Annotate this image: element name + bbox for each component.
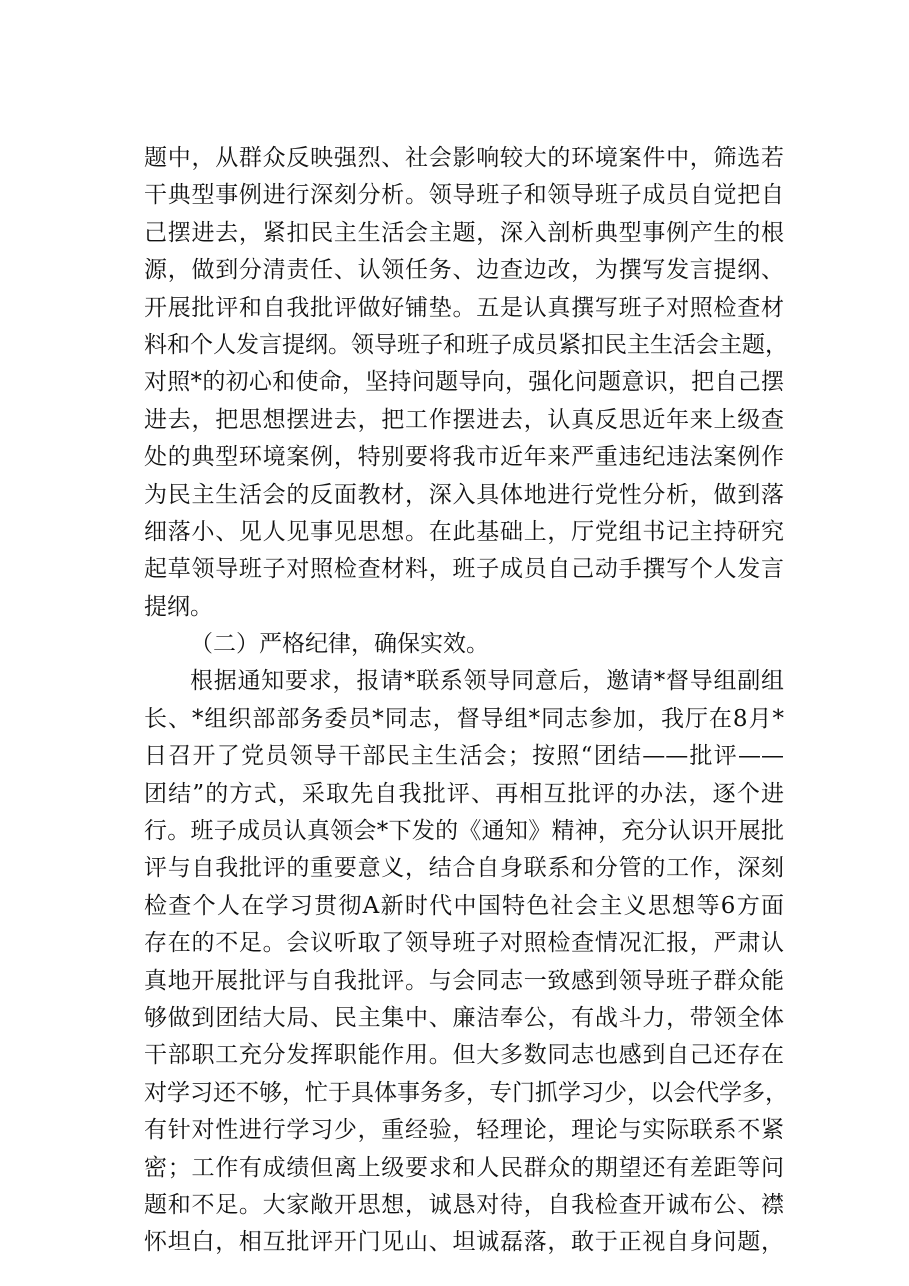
text-line: 题中，从群众反映强烈、社会影响较大的环境案件中，筛选若 xyxy=(144,145,784,171)
text-line: 对照*的初心和使命，坚持问题导向，强化问题意识，把自己摆 xyxy=(144,369,784,396)
text-line: 进去，把思想摆进去，把工作摆进去，认真反思近年来上级查 xyxy=(144,406,784,433)
text-line: 为民主生活会的反面教材，深入具体地进行党性分析，做到落 xyxy=(144,481,784,508)
text-line: 干典型事例进行深刻分析。领导班子和领导班子成员自觉把自 xyxy=(144,182,784,209)
text-line: 细落小、见人见事见思想。在此基础上，厅党组书记主持研究 xyxy=(144,518,784,545)
text-line: 密；工作有成绩但离上级要求和人民群众的期望还有差距等问 xyxy=(144,1154,784,1181)
text-line: 开展批评和自我批评做好铺垫。五是认真撰写班子对照检查材 xyxy=(144,294,784,321)
text-line: 评与自我批评的重要意义，结合自身联系和分管的工作，深刻 xyxy=(144,855,784,882)
text-line: 提纲。 xyxy=(144,593,213,620)
text-line: 己摆进去，紧扣民主生活会主题，深入剖析典型事例产生的根 xyxy=(144,219,784,246)
text-line: 起草领导班子对照检查材料，班子成员自己动手撰写个人发言 xyxy=(144,556,784,583)
text-line: 料和个人发言提纲。领导班子和班子成员紧扣民主生活会主题， xyxy=(144,331,788,358)
text-line: 检查个人在学习贯彻A新时代中国特色社会主义思想等6方面 xyxy=(144,892,784,919)
text-line: 日召开了党员领导干部民主生活会；按照“团结——批评—— xyxy=(144,743,784,770)
text-line: 处的典型环境案例，特别要将我市近年来严重违纪违法案例作 xyxy=(144,444,784,471)
text-line: 行。班子成员认真领会*下发的《通知》精神，充分认识开展批 xyxy=(144,818,784,845)
text-line: 长、*组织部部务委员*同志，督导组*同志参加，我厅在8月* xyxy=(144,705,784,732)
text-line: 根据通知要求，报请*联系领导同意后，邀请*督导组副组 xyxy=(190,668,784,695)
text-line: 存在的不足。会议听取了领导班子对照检查情况汇报，严肃认 xyxy=(144,930,784,957)
document-body-text xyxy=(144,140,788,1262)
text-line: 怀坦白，相互批评开门见山、坦诚磊落，敢于正视自身问题， xyxy=(144,1229,784,1256)
text-line: 团结”的方式，采取先自我批评、再相互批评的办法，逐个进 xyxy=(144,780,784,807)
text-line: 干部职工充分发挥职能作用。但大多数同志也感到自己还存在 xyxy=(144,1042,784,1069)
section-heading: （二）严格纪律，确保实效。 xyxy=(190,631,489,658)
text-line: 对学习还不够，忙于具体事务多，专门抓学习少，以会代学多， xyxy=(144,1079,788,1106)
text-line: 够做到团结大局、民主集中、廉洁奉公，有战斗力，带领全体 xyxy=(144,1004,784,1031)
text-line: 源，做到分清责任、认领任务、边查边改，为撰写发言提纲、 xyxy=(144,257,784,284)
text-line: 题和不足。大家敞开思想，诚恳对待，自我检查开诚布公、襟 xyxy=(144,1191,784,1218)
text-line: 真地开展批评与自我批评。与会同志一致感到领导班子群众能 xyxy=(144,967,784,994)
text-line: 有针对性进行学习少，重经验，轻理论，理论与实际联系不紧 xyxy=(144,1117,784,1144)
